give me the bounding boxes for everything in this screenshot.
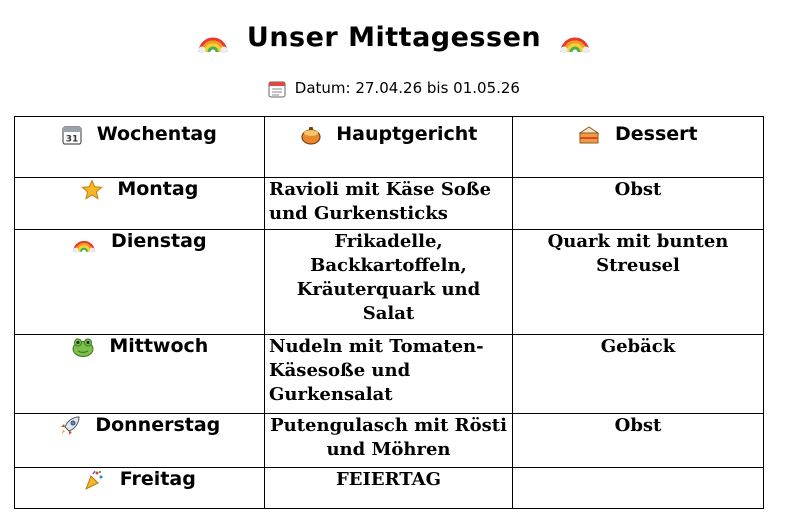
column-header-dessert — [513, 117, 764, 178]
rainbow-icon — [549, 22, 591, 53]
cake-slice-icon — [578, 123, 607, 145]
column-header-weekday — [15, 117, 265, 178]
frog-icon — [71, 335, 102, 357]
svg-text:31: 31 — [65, 134, 79, 144]
rainbow-icon — [197, 22, 239, 53]
table-header-row — [15, 117, 764, 178]
column-header-main-dish — [265, 117, 513, 178]
main-dish-cell: Frikadelle, Backkartoffeln, Kräuterquark und Salat — [265, 230, 513, 335]
dessert-cell: Quark mit bunten Streusel — [513, 230, 764, 335]
table-row — [15, 178, 764, 230]
main-dish-cell: Nudeln mit Tomaten-Käsesoße und Gurkensalat — [265, 335, 513, 414]
title-text: Unser Mittagessen — [246, 22, 542, 53]
rainbow-icon — [72, 230, 103, 252]
main-dish-cell: Putengulasch mit Rösti und Möhren — [265, 414, 513, 468]
table-row — [15, 230, 764, 335]
day-cell-thursday — [15, 414, 265, 468]
page-title — [0, 18, 788, 58]
date-range — [0, 78, 788, 98]
column-header-label: Wochentag — [96, 123, 217, 145]
main-dish-cell: Ravioli mit Käse Soße und Gurkensticks — [265, 178, 513, 230]
calendar-icon — [268, 79, 291, 97]
column-header-label: Hauptgericht — [336, 123, 478, 145]
table-row — [15, 335, 764, 414]
day-cell-tuesday — [15, 230, 265, 335]
day-label: Montag — [117, 178, 199, 200]
rocket-icon — [59, 414, 88, 436]
main-dish-cell: FEIERTAG — [265, 468, 513, 509]
day-label: Mittwoch — [109, 335, 209, 357]
star-icon — [81, 178, 110, 200]
day-cell-wednesday — [15, 335, 265, 414]
day-label: Donnerstag — [95, 414, 221, 436]
day-label: Freitag — [119, 468, 196, 490]
dessert-cell — [513, 468, 764, 509]
date-text: Datum: 27.04.26 bis 01.05.26 — [294, 79, 520, 97]
day-cell-friday — [15, 468, 265, 509]
table-row — [15, 414, 764, 468]
party-popper-icon — [83, 468, 112, 490]
pot-of-food-icon — [300, 123, 329, 145]
dessert-cell: Obst — [513, 414, 764, 468]
dessert-cell: Gebäck — [513, 335, 764, 414]
day-label: Dienstag — [111, 230, 207, 252]
day-cell-monday — [15, 178, 265, 230]
table-row — [15, 468, 764, 509]
column-header-label: Dessert — [615, 123, 698, 145]
lunch-menu-table — [14, 116, 764, 509]
dessert-cell: Obst — [513, 178, 764, 230]
calendar-31-icon — [62, 123, 89, 145]
